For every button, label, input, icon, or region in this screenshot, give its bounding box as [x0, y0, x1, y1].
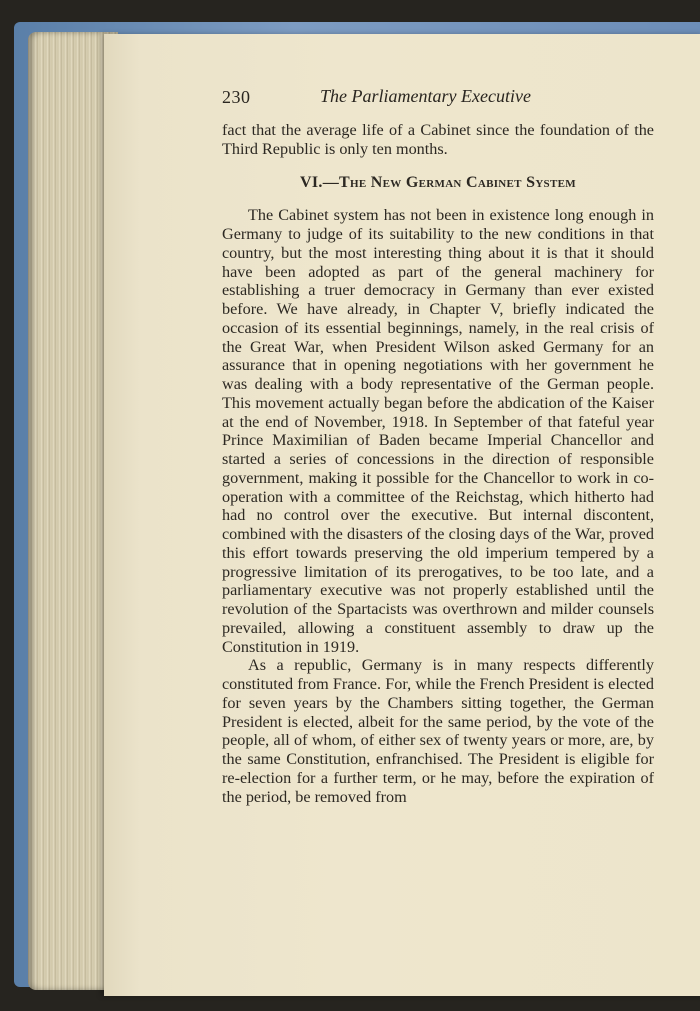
opening-paragraph: fact that the average life of a Cabinet since the foundation of the Third Republic is only ten months.	[222, 121, 654, 158]
page-body	[222, 121, 654, 806]
running-title: The Parliamentary Executive	[320, 86, 531, 106]
section-heading: VI.—The New German Cabinet System	[300, 173, 576, 191]
paragraph: The Cabinet system has not been in existence long enough in Germany to judge of its suitability to the new conditions in that country, but the most interesting thing about it is that it should have been adopted as part of the general machinery for establishing a truer democracy in Germany than ever existed before. We have already, in Chapter V, briefly indicated the occasion of its essential beginnings, namely, in the real crisis of the Great War, when President Wilson asked Germany for an assurance that in opening negotiations with her government he was dealing with a body representative of the German people. This movement actually began before the abdication of the Kaiser at the end of November, 1918. In September of that fateful year Prince Maximilian of Baden became Imperial Chancellor and started a series of concessions in the direction of responsible government, making it possible for the Chancellor to work in co-operation with a committee of the Reichstag, which hitherto had had no control over the executive. But internal discontent, combined with the disasters of the closing days of the War, proved this effort towards preserving the old imperium tempered by a progressive limitation of its prerogatives, to be too late, and a parliamentary executive was not properly established until the revolution of the Spartacists was overthrown and milder counsels prevailed, allowing a constituent assembly to draw up the Constitution in 1919.	[222, 206, 654, 656]
page-header	[222, 86, 654, 110]
page-number: 230	[222, 87, 251, 107]
paragraph: As a republic, Germany is in many respects differently constituted from France. For, while the French President is elected for seven years by the Chambers sitting together, the German President is elected, albeit for the same period, by the vote of the people, all of whom, of either sex of twenty years or more, are, by the same Constitution, enfranchised. The President is eligible for re-election for a further term, or he may, before the expiration of the period, be removed from	[222, 656, 654, 806]
